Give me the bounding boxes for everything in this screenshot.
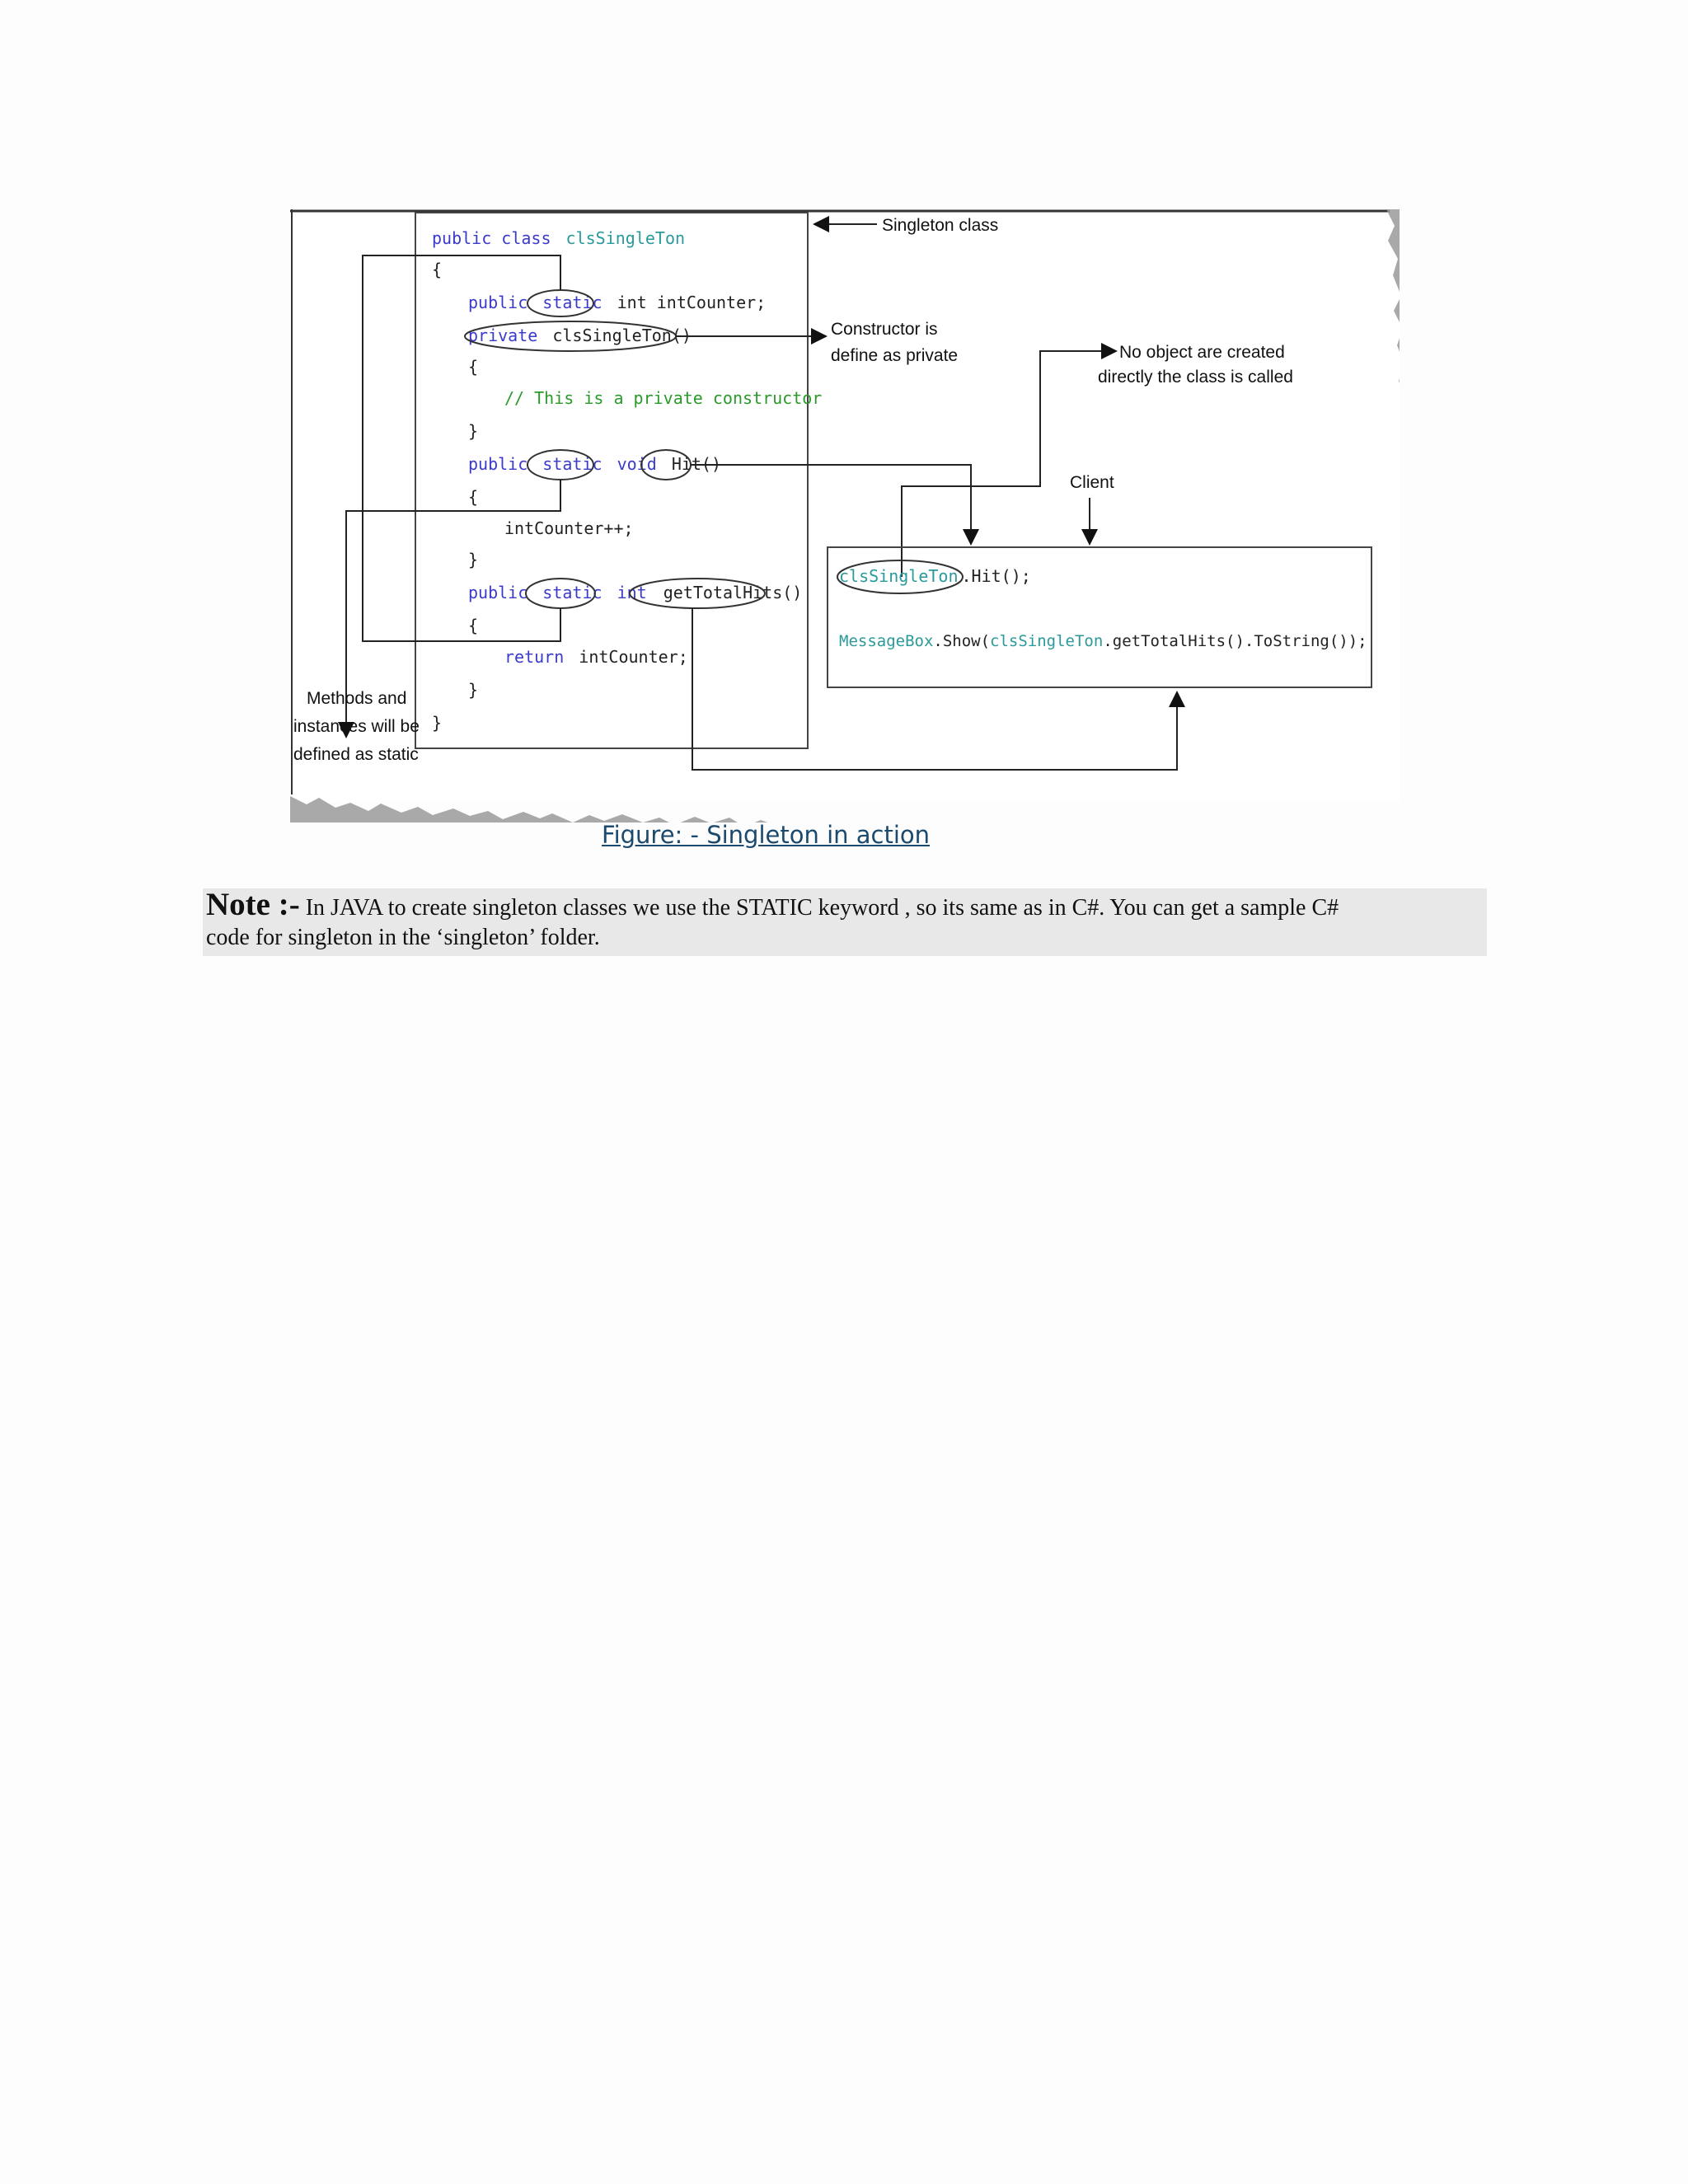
code-brace-open-3: { [468,487,479,507]
code-comment: // This is a private constructor [504,388,823,408]
no-object-note-1: No object are created [1119,343,1285,362]
singleton-diagram [290,209,1400,823]
no-object-note-2: directly the class is called [1098,368,1293,387]
code-brace-close-3: } [468,550,479,569]
code-brace-close-4: } [468,680,479,700]
code-brace-open-4: { [468,616,479,635]
constructor-note-1: Constructor is [831,320,938,339]
code-brace-close-2: } [468,421,479,441]
note-text-line-2: code for singleton in the ‘singleton’ folder. [206,925,600,950]
code-line-hit: public static void Hit() [468,454,722,474]
note-text-line-1: In JAVA to create singleton classes we use the STATIC keyword , so its same as in C#. You can get a sample C# [305,895,1339,921]
code-line-class: public class clsSingleTon [432,228,686,248]
figure-caption: Figure: - Singleton in action [602,821,930,849]
client-code-line-2: MessageBox.Show(clsSingleTon.getTotalHits().ToString()); [839,632,1367,650]
note-label: Note :- [206,887,300,922]
static-note-2: instances will be [293,717,420,736]
static-note-3: defined as static [293,745,419,764]
code-brace-open-2: { [468,357,479,377]
constructor-note-2: define as private [831,346,959,365]
note-block [203,888,1487,956]
code-brace-close: } [432,713,443,733]
code-line-counter: public static int intCounter; [468,293,767,312]
code-increment: intCounter++; [504,518,634,538]
code-line-constructor: private clsSingleTon() [468,326,692,345]
client-code-line-1: clsSingleTon .Hit(); [839,566,1031,586]
code-brace-open: { [432,260,443,279]
static-note-1: Methods and [307,689,407,708]
client-label: Client [1070,473,1114,492]
singleton-class-label: Singleton class [882,216,999,235]
code-line-gettotal: public static int getTotalHits() [468,583,803,602]
code-return: return intCounter; [504,647,688,667]
